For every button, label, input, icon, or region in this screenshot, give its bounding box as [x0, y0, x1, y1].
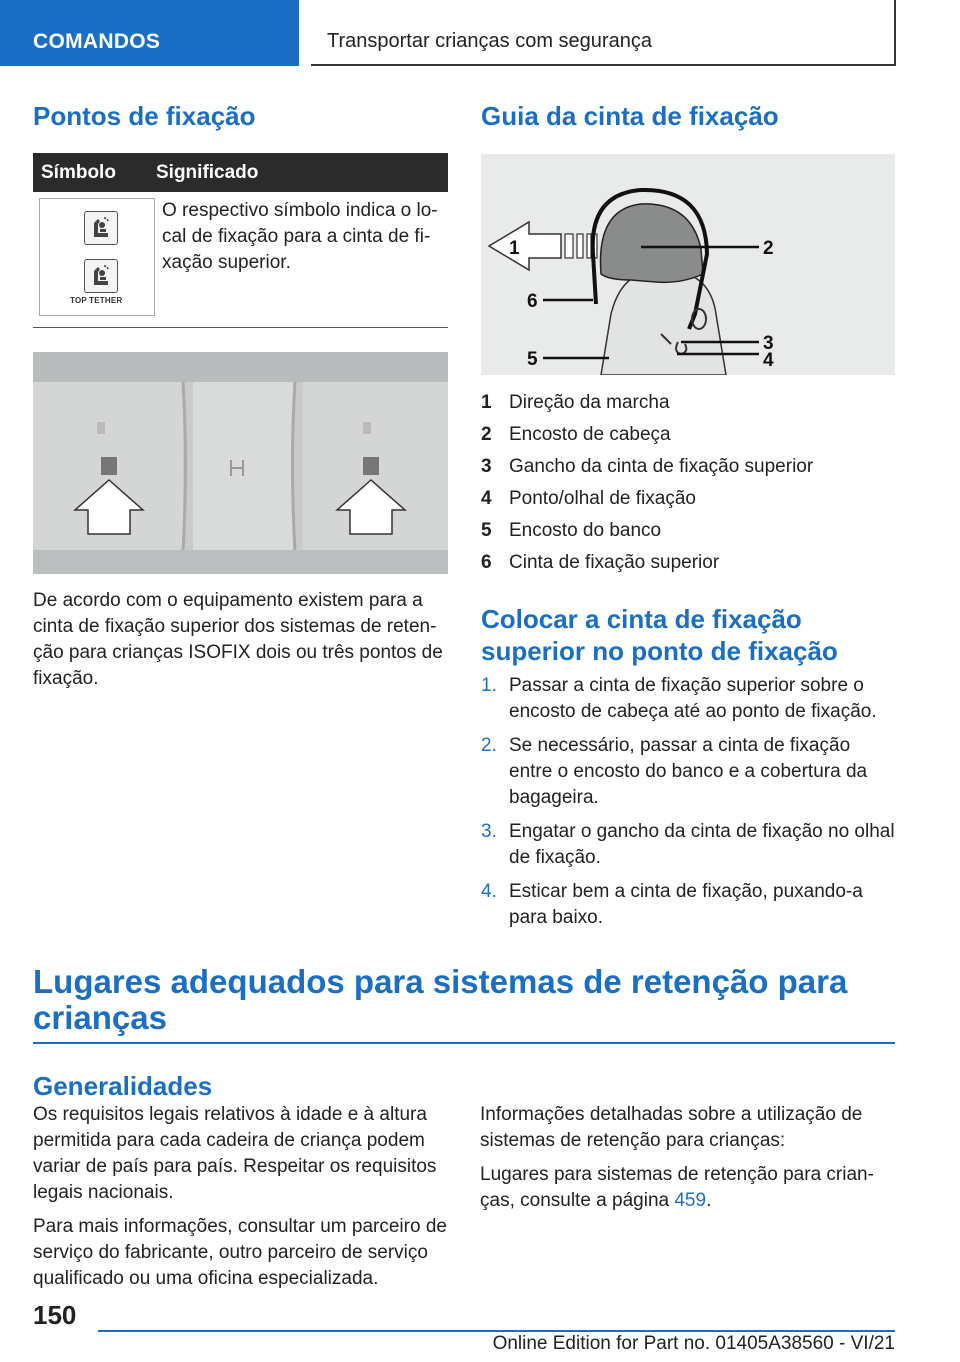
suitable-seats-title: Lugares adequados para sistemas de retenção para crianças — [33, 963, 848, 1036]
edition-text: Online Edition for Part no. 01405A38560 - VI/21 — [492, 1333, 895, 1354]
general-title: Generalidades — [33, 1071, 213, 1101]
section-tab[interactable]: COMANDOS — [0, 0, 299, 66]
list-item: 5 Encosto do banco — [481, 520, 662, 541]
list-item: 2 Encosto de cabeça — [481, 424, 671, 445]
header-divider — [299, 64, 311, 66]
strap-guide-legend — [481, 387, 895, 579]
general-text-3: Informações detalhadas sobre a utilização de sistemas de retenção para crianças: — [480, 1104, 863, 1151]
callout-2: 2 — [763, 238, 774, 259]
anchor-points-title: Pontos de fixação — [33, 101, 256, 131]
table-row — [33, 192, 448, 328]
top-tether-icon — [84, 259, 118, 293]
strap-guide-diagram — [481, 154, 895, 375]
col-meaning-header: Significado — [156, 161, 259, 183]
list-item: 1 Direção da marcha — [481, 392, 670, 413]
general-text-4: Lugares para sistemas de retenção para crianças, consulte a página 459. — [480, 1164, 874, 1211]
callout-1: 1 — [509, 238, 520, 259]
right-column — [481, 100, 895, 939]
list-item: 3. Engatar o gancho da cinta de fixação no olhal de fixação. — [481, 821, 895, 868]
list-item: 1. Passar a cinta de fixação superior sobre o encosto de cabeça até ao ponto de fixação. — [481, 675, 877, 722]
list-item: 4 Ponto/olhal de fixação — [481, 488, 696, 509]
page-header — [0, 0, 960, 66]
strap-guide-title: Guia da cinta de fixação — [481, 101, 779, 131]
general-left-column — [33, 1102, 448, 1300]
symbol-cell — [39, 198, 155, 316]
list-item: 2. Se necessário, passar a cinta de fixação entre o encosto do banco e a cobertura da bagageira. — [481, 735, 868, 808]
page-number: 150 — [33, 1300, 77, 1330]
suitable-seats-section — [33, 964, 895, 1300]
top-tether-caption: TOP TETHER — [70, 296, 123, 305]
symbol-table — [33, 153, 448, 328]
symbol-meaning: O respectivo símbolo indica o local de fixação para a cinta de fixação superior. — [162, 200, 438, 273]
general-text-2: Para mais informações, consultar um parceiro de serviço do fabricante, outro parceiro de serviço qualificado ou uma oficina especializada. — [33, 1216, 447, 1289]
general-text-1: Os requisitos legais relativos à idade e à altura permitida para cada cadeira de criança podem variar de país para país. Respeitar os requisitos legais nacionais. — [33, 1104, 437, 1203]
child-seat-anchor-icon — [84, 211, 118, 245]
col-symbol-header: Símbolo — [41, 161, 116, 183]
anchor-points-text: De acordo com o equipamento existem para a cinta de fixação superior dos sistemas de retenção para crianças ISOFIX dois ou três pontos de fixação. — [33, 590, 443, 689]
attach-title: Colocar a cinta de fixação superior no ponto de fixação — [481, 604, 838, 666]
callout-6: 6 — [527, 291, 538, 312]
left-column — [33, 100, 448, 692]
list-item: 3 Gancho da cinta de fixação superior — [481, 456, 814, 477]
attach-steps — [481, 673, 895, 931]
general-right-column — [480, 1102, 895, 1300]
list-item: 6 Cinta de fixação superior — [481, 552, 720, 573]
table-header — [33, 153, 448, 192]
callout-5: 5 — [527, 349, 538, 370]
list-item: 4. Esticar bem a cinta de fixação, puxando-a para baixo. — [481, 881, 863, 928]
section-divider — [33, 1042, 895, 1044]
chapter-title: Transportar crianças com segurança — [311, 0, 896, 66]
anchor-points-photo — [33, 352, 448, 574]
page-link[interactable]: 459 — [674, 1190, 707, 1211]
callout-3: 3 — [763, 333, 774, 354]
general-columns — [33, 1102, 895, 1300]
callout-4: 4 — [763, 350, 774, 371]
